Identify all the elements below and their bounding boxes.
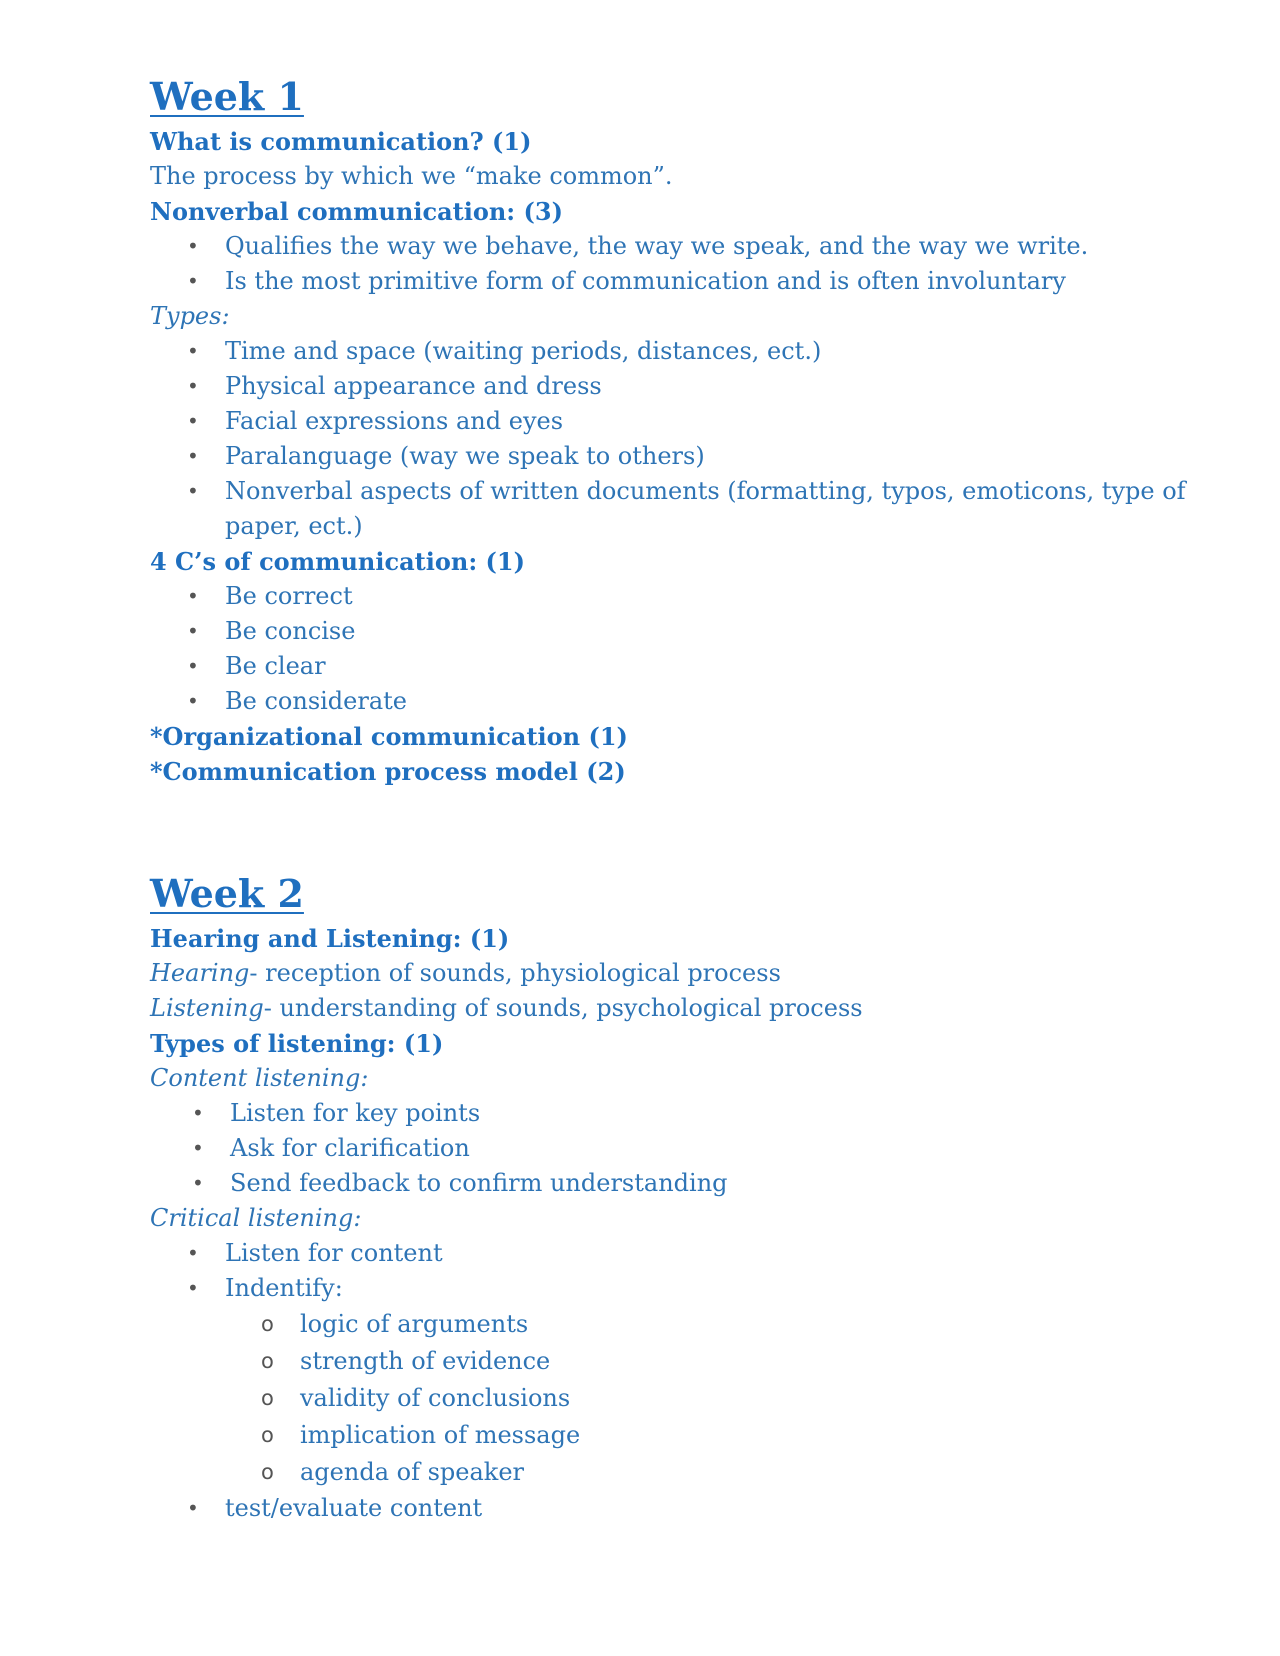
bullet-icon: • bbox=[192, 1101, 204, 1125]
nonverbal-list bbox=[150, 229, 1200, 299]
heading-4cs: 4 C’s of communication: (1) bbox=[150, 547, 525, 576]
sublist-item: o logic of arguments bbox=[150, 1306, 1200, 1343]
bullet-icon: • bbox=[187, 619, 199, 643]
circle-bullet-icon: o bbox=[261, 1349, 274, 1373]
four-cs-list bbox=[150, 579, 1200, 719]
list-item: • Facial expressions and eyes bbox=[150, 404, 1200, 439]
list-item: • Listen for key points bbox=[150, 1096, 1200, 1131]
bullet-icon: • bbox=[187, 584, 199, 608]
hearing-term: Hearing bbox=[150, 959, 250, 987]
bullet-icon: • bbox=[187, 1241, 199, 1265]
bullet-icon: • bbox=[187, 479, 199, 503]
listening-term: Listening bbox=[150, 994, 264, 1022]
list-item: • Indentify: bbox=[150, 1271, 1200, 1306]
bullet-icon: • bbox=[187, 374, 199, 398]
bullet-icon: • bbox=[187, 1276, 199, 1300]
heading-process-model: *Communication process model (2) bbox=[150, 757, 626, 786]
bullet-icon: • bbox=[187, 444, 199, 468]
list-item: • Listen for content bbox=[150, 1236, 1200, 1271]
critical-listening-list bbox=[150, 1236, 1200, 1306]
listening-definition bbox=[150, 991, 1200, 1026]
heading-types-of-listening: Types of listening: (1) bbox=[150, 1029, 444, 1058]
hearing-def: - reception of sounds, physiological process bbox=[249, 959, 781, 987]
bullet-icon: • bbox=[187, 269, 199, 293]
list-item: • test/evaluate content bbox=[150, 1491, 1200, 1526]
bullet-icon: • bbox=[192, 1136, 204, 1160]
paragraph-make-common: The process by which we “make common”. bbox=[150, 162, 673, 190]
identify-sublist bbox=[150, 1306, 1200, 1491]
bullet-icon: • bbox=[187, 234, 199, 258]
bullet-icon: • bbox=[187, 339, 199, 363]
list-item: • Nonverbal aspects of written documents (formatting, typos, emoticons, type of paper, ect.) bbox=[150, 474, 1200, 544]
list-item: • Is the most primitive form of communication and is often involuntary bbox=[150, 264, 1200, 299]
list-item: • Be correct bbox=[150, 579, 1200, 614]
week1-title: Week 1 bbox=[150, 74, 304, 119]
bullet-icon: • bbox=[187, 689, 199, 713]
bullet-icon: • bbox=[187, 654, 199, 678]
content-listening-list bbox=[150, 1096, 1200, 1201]
listening-def: - understanding of sounds, psychological process bbox=[263, 994, 863, 1022]
content-listening-label: Content listening: bbox=[150, 1064, 369, 1092]
heading-organizational: *Organizational communication (1) bbox=[150, 722, 628, 751]
list-item: • Ask for clarification bbox=[150, 1131, 1200, 1166]
sublist-item: o validity of conclusions bbox=[150, 1380, 1200, 1417]
list-item: • Be concise bbox=[150, 614, 1200, 649]
critical-listening-label: Critical listening: bbox=[150, 1204, 362, 1232]
list-item: • Paralanguage (way we speak to others) bbox=[150, 439, 1200, 474]
types-list bbox=[150, 334, 1200, 544]
section-spacer bbox=[150, 789, 1200, 869]
hearing-definition bbox=[150, 956, 1200, 991]
bullet-icon: • bbox=[187, 1496, 199, 1520]
list-item: • Time and space (waiting periods, distances, ect.) bbox=[150, 334, 1200, 369]
circle-bullet-icon: o bbox=[261, 1386, 274, 1410]
document-page bbox=[150, 72, 1200, 1526]
list-item: • Physical appearance and dress bbox=[150, 369, 1200, 404]
heading-hearing-listening: Hearing and Listening: (1) bbox=[150, 924, 510, 953]
bullet-icon: • bbox=[192, 1171, 204, 1195]
week2-title: Week 2 bbox=[150, 871, 304, 916]
types-label: Types: bbox=[150, 302, 230, 330]
sublist-item: o agenda of speaker bbox=[150, 1454, 1200, 1491]
circle-bullet-icon: o bbox=[261, 1460, 274, 1484]
circle-bullet-icon: o bbox=[261, 1312, 274, 1336]
list-item: • Qualifies the way we behave, the way we speak, and the way we write. bbox=[150, 229, 1200, 264]
bullet-icon: • bbox=[187, 409, 199, 433]
circle-bullet-icon: o bbox=[261, 1423, 274, 1447]
list-item: • Send feedback to confirm understanding bbox=[150, 1166, 1200, 1201]
heading-nonverbal: Nonverbal communication: (3) bbox=[150, 197, 563, 226]
heading-what-is-communication: What is communication? (1) bbox=[150, 127, 532, 156]
sublist-item: o strength of evidence bbox=[150, 1343, 1200, 1380]
list-item: • Be clear bbox=[150, 649, 1200, 684]
list-item: • Be considerate bbox=[150, 684, 1200, 719]
sublist-item: o implication of message bbox=[150, 1417, 1200, 1454]
evaluate-list bbox=[150, 1491, 1200, 1526]
